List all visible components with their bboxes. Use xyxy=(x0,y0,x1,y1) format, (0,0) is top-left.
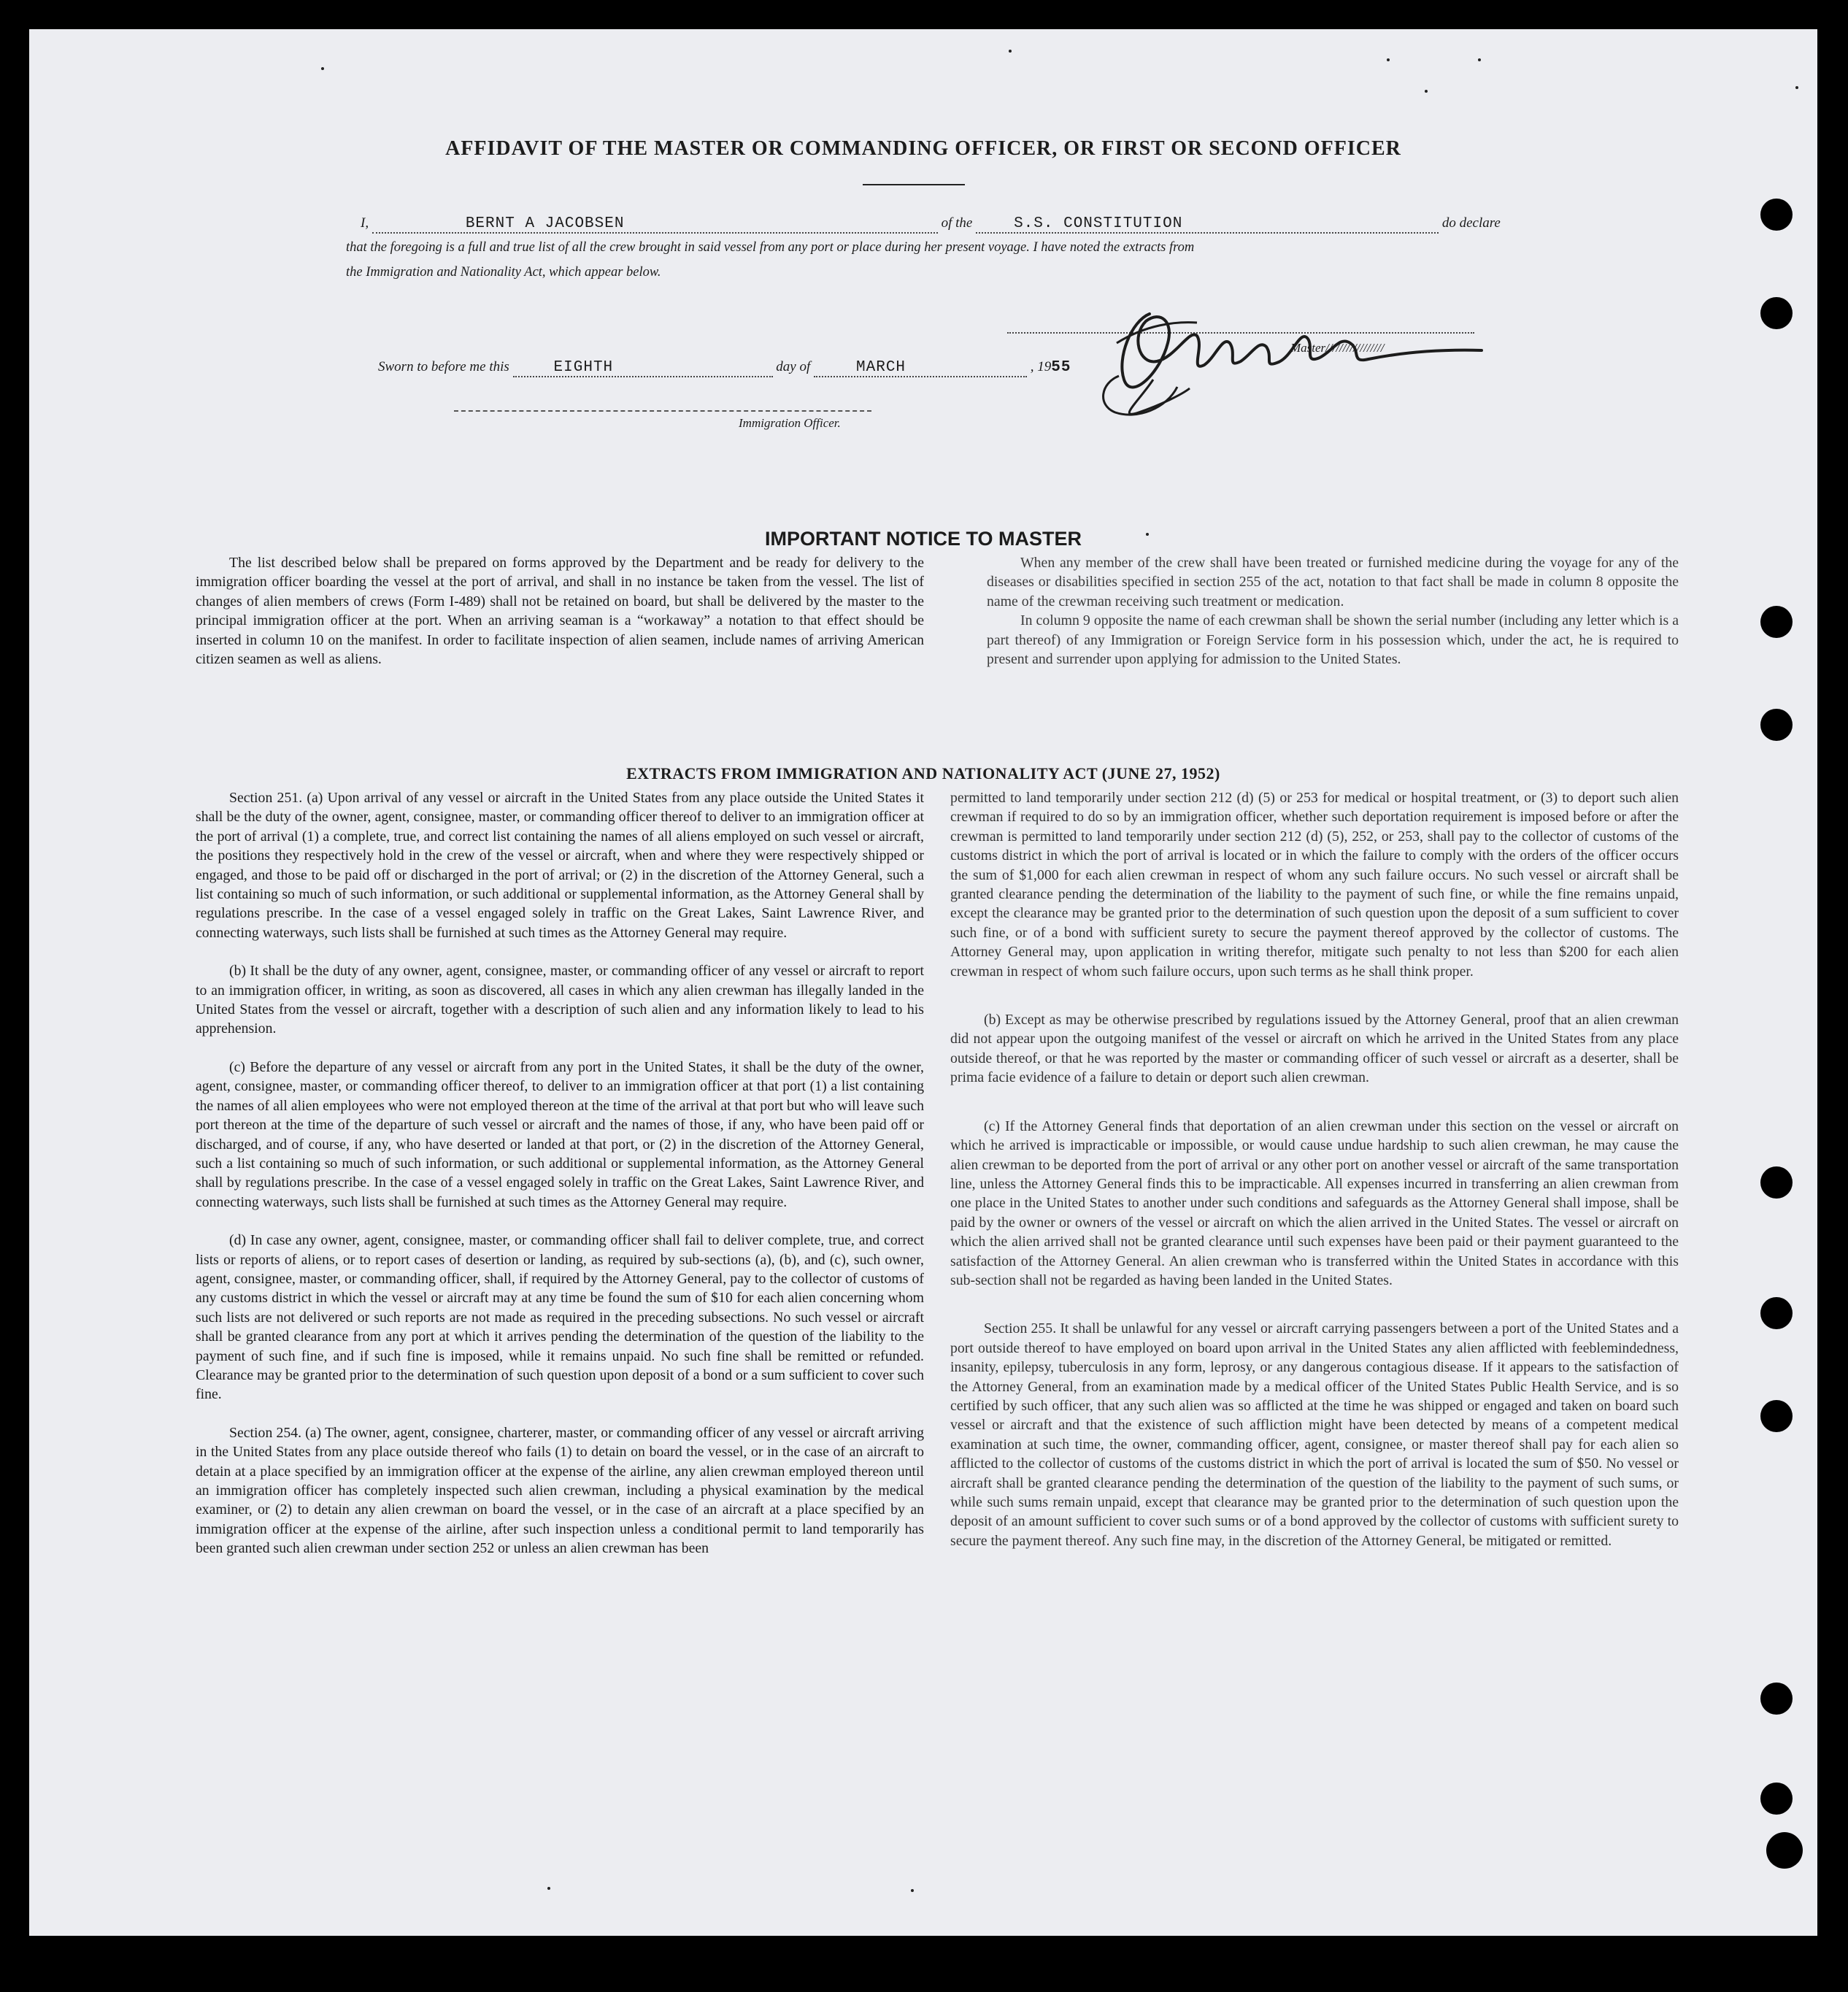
speck xyxy=(1009,50,1012,53)
section-254-c: (c) If the Attorney General finds that deportation of an alien crewman under this section on the vessel or aircraft on which he arrived is impracticable or impossible, or would cause undue hardship to such alien crewman, he may cause the alien crewman to be deported from the port of arrival or any other port on another vessel or aircraft of the same transportation line, unless the Attorney General finds this to be impracticable. All expenses incurred in transferring an alien crewman from one place in the United States to another under such conditions and safeguards as the Attorney General shall impose, shall be paid by the owner or owners of the vessel or aircraft on which the alien arrived in the United States. The vessel or aircraft on which the alien arrived shall not be granted clearance until such expenses have been paid or their payment guaranteed to the satisfaction of the Attorney General. An alien crewman who is transferred within the United States in accordance with this sub-section shall not be regarded as having been landed in the United States. xyxy=(950,1118,1679,1288)
of-the-label: of the xyxy=(941,215,973,231)
declaration-line-2: the Immigration and Nationality Act, which appear below. xyxy=(346,265,661,280)
speck xyxy=(1146,533,1149,536)
year-value: 55 xyxy=(1051,359,1071,376)
declarant-line xyxy=(361,215,1501,234)
name-value: BERNT A JACOBSEN xyxy=(465,215,625,232)
notice-right-paragraph-1: When any member of the crew shall have been treated or furnished medicine during the voyage for any of the diseases or disabilities specified in section 255 of the act, notation to that fact shall be made in column 8 opposite the name of the crewman receiving such treatment or medication. xyxy=(987,555,1679,609)
notice-right-paragraph-2: In column 9 opposite the name of each crewman shall be shown the serial number (including any letter which is a part thereof) of any Immigration or Foreign Service form in his possession which, under the act, he is required to present and surrender upon applying for admission to the United States. xyxy=(987,612,1679,668)
punch-hole xyxy=(1760,1400,1793,1432)
extracts-left-column xyxy=(196,788,924,1558)
punch-hole xyxy=(1760,297,1793,329)
officer-signature-line xyxy=(454,410,871,412)
sworn-line xyxy=(378,359,1071,377)
month-field xyxy=(814,359,1027,377)
speck xyxy=(1795,86,1798,89)
section-251-a: Section 251. (a) Upon arrival of any vessel or aircraft in the United States from any place outside the United States it shall be the duty of the owner, agent, consignee, master, or commanding officer thereof to deliver to an immigration officer at the port of arrival (1) a complete, true, and correct list containing the names of all aliens employed on such vessel or aircraft, the positions they respectively hold in the crew of the vessel or aircraft, when and where they were respectively shipped or engaged, and those to be paid off or discharged in the port of arrival; or (2) in the discretion of the Attorney General, such a list containing so much of such information, or such additional or supplemental information, as the Attorney General shall by regulations prescribe. In the case of a vessel engaged solely in traffic on the Great Lakes, Saint Lawrence River, and connecting waterways, such lists shall be furnished at such times as the Attorney General may require. xyxy=(196,790,924,941)
i-label: I, xyxy=(361,215,369,231)
month-value: MARCH xyxy=(856,359,906,376)
year-prefix: , 19 xyxy=(1030,359,1052,374)
master-caption: Master///////////////// xyxy=(1290,341,1385,355)
punch-hole xyxy=(1760,1783,1793,1815)
speck xyxy=(1478,58,1481,61)
section-251-c: (c) Before the departure of any vessel or aircraft from any port in the United States, it shall be the duty of the owner, agent, consignee, master, or commanding officer thereof, to deliver to an immigration officer at that port (1) a list containing the names of all alien employees who were not employed thereon at the time of the arrival at that port but who will leave such port thereon at the time of the departure of such vessel or aircraft and the names of those, if any, who have been paid off or discharged, and of course, if any, who have deserted or landed at that port, or (2) in the discretion of the Attorney General, such a list containing so much of such information, or such additional or supplemental information, as the Attorney General shall by regulations prescribe. In the case of a vessel engaged solely in traffic on the Great Lakes, Saint Lawrence River, and connecting waterways, such lists shall be furnished at such times as the Attorney General may require. xyxy=(196,1058,924,1210)
punch-hole xyxy=(1760,1297,1793,1329)
speck xyxy=(1387,58,1390,61)
day-of-label: day of xyxy=(776,359,811,374)
section-251-b: (b) It shall be the duty of any owner, agent, consignee, master, or commanding officer of any vessel or aircraft to report to an immigration officer, in writing, as soon as discovered, all cases in which any alien crewman has illegally landed in the United States from the vessel or aircraft, together with a description of such alien and any information likely to lead to his apprehension. xyxy=(196,963,924,1037)
do-declare-label: do declare xyxy=(1441,215,1501,231)
section-255: Section 255. It shall be unlawful for any vessel or aircraft carrying passengers between a port of the United States and a port outside thereof to have employed on board upon arrival in the United States any alien afflicted with feeblemindedness, insanity, epilepsy, tuberculosis in any form, leprosy, or any dangerous contagious disease. If it appears to the satisfaction of the Attorney General, from an examination made by a medical officer of the United States Public Health Service, and is so certified by such officer, that any such alien was so afflicted at the time he was shipped or engaged and taken on board such vessel or aircraft and that the existence of such affliction might have been detected by means of a competent medical examination at such time, the owner, commanding officer, agent, consignee, or master thereof shall pay for each alien so afflicted to the collector of customs of the customs district in which the port of arrival is located the sum of $50. No vessel or aircraft shall be granted clearance pending the determination of the question of the liability to the payment of such sums, or while such sums remain unpaid, except that clearance may be granted prior to the determination of such question upon the deposit of an amount sufficient to cover such sums or of a bond approved by the collector of customs with sufficient surety to secure the payment thereof. Any such fine may, in the discretion of the Attorney General, be mitigated or remitted. xyxy=(950,1320,1679,1549)
notice-left-paragraph: The list described below shall be prepared on forms approved by the Department and be ready for delivery to the immigration officer boarding the vessel at the port of arrival, and shall in no instance be taken from the vessel. The list of changes of alien members of crews (Form I-489) shall not be retained on board, but shall be delivered by the master to the principal immigration officer at the port. When an arriving seaman is a “workaway” a notation to that effect should be inserted in column 10 on the manifest. In order to facilitate inspection of alien seamen, include names of arriving American citizen seamen as well as aliens. xyxy=(196,555,924,668)
speck xyxy=(547,1887,550,1890)
notice-title: IMPORTANT NOTICE TO MASTER xyxy=(765,528,1082,550)
punch-hole xyxy=(1760,709,1793,741)
notice-right-column xyxy=(987,553,1679,669)
punch-hole xyxy=(1760,606,1793,638)
vessel-value: S.S. CONSTITUTION xyxy=(1014,215,1183,232)
vessel-field xyxy=(976,215,1439,234)
section-254-a-cont: permitted to land temporarily under section 212 (d) (5) or 253 for medical or hospital treatment, or (3) to deport such alien crewman if required to do so by an immigration officer, whether such deportation requirement is imposed before or after the crewman is permitted to land temporarily under section 212 (d) (5), 252, or 253, shall pay to the collector of customs of the customs district in which the port of arrival is located or in which the failure to comply with the orders of the officer occurs the sum of $1,000 for each alien crewman in respect of whom any such failure occurs. No such vessel or aircraft shall be granted clearance pending the determination of the liability to the payment of such fine, or while the fine remains unpaid, except the clearance may be granted prior to the determination of such question upon the deposit of a sum sufficient to cover such fine, or of a bond with sufficient surety to secure the payment thereof approved by the collector of customs. The Attorney General may, upon application in writing therefor, mitigate such penalty to not less than $200 for each alien crewman in respect of whom such failure occurs, upon such terms as he shall think proper. xyxy=(950,790,1679,980)
day-value: EIGHTH xyxy=(553,359,614,376)
notice-left-column xyxy=(196,553,924,669)
section-254-a: Section 254. (a) The owner, agent, consignee, charterer, master, or commanding officer of any vessel or aircraft arriving in the United States from any place outside thereof who fails (1) to detain on board the vessel, or in the case of an aircraft to detain at a place specified by an immigration officer at the expense of the airline, any alien crewman employed thereon until an immigration officer has completely inspected such alien crewman, including a physical examination by the medical examiner, or (2) to detain any alien crewman on board the vessel, or in the case of an aircraft at a place specified by an immigration officer at the expense of the airline, after such inspection unless a conditional permit to land temporarily has been granted such alien crewman under section 252 or unless an alien crewman has been xyxy=(196,1424,924,1557)
title-underline xyxy=(863,184,965,185)
name-field xyxy=(372,215,938,234)
day-field xyxy=(513,359,773,377)
punch-hole xyxy=(1766,1832,1803,1869)
punch-hole xyxy=(1760,1683,1793,1715)
document-page xyxy=(29,29,1817,1936)
extracts-right-column xyxy=(950,788,1679,1550)
section-254-b: (b) Except as may be otherwise prescribed by regulations issued by the Attorney General, proof that an alien crewman did not appear upon the outgoing manifest of the vessel or aircraft on which he arrived in the United States from any place outside thereof, or that he was reported by the master or commanding officer of such vessel or aircraft as a deserter, shall be prima facie evidence of a failure to detain or deport such alien crewman. xyxy=(950,1012,1679,1086)
affidavit-title: AFFIDAVIT OF THE MASTER OR COMMANDING OFFICER, OR FIRST OR SECOND OFFICER xyxy=(445,137,1401,160)
punch-hole xyxy=(1760,1166,1793,1199)
signature-flourish xyxy=(1097,372,1185,423)
punch-hole xyxy=(1760,199,1793,231)
speck xyxy=(1425,90,1428,93)
section-251-d: (d) In case any owner, agent, consignee, master, or commanding officer shall fail to deliver complete, true, and correct lists or reports of aliens, or to report cases of desertion or landing, as required by sub-sections (a), (b), and (c), such owner, agent, consignee, master, or commanding officer, shall, if required by the Attorney General, pay to the collector of customs of any customs district in which the vessel or aircraft may at any time be found the sum of $10 for each alien concerning whom such lists are not delivered or such reports are not made as required in the preceding subsections. No such vessel or aircraft shall be granted clearance from any port at which it arrives pending the determination of the question of the liability to the payment of such fine, and if such fine is imposed, while it remains unpaid. No such fine shall be remitted or refunded. Clearance may be granted prior to the determination of such question upon deposit of a bond or a sum sufficient to cover such fine. xyxy=(196,1232,924,1403)
sworn-label: Sworn to before me this xyxy=(378,359,509,374)
declaration-line-1: that the foregoing is a full and true list of all the crew brought in said vessel from any port or place during her present voyage. I have noted the extracts from xyxy=(346,240,1195,255)
extracts-title: EXTRACTS FROM IMMIGRATION AND NATIONALITY ACT (JUNE 27, 1952) xyxy=(626,764,1220,782)
speck xyxy=(321,67,324,70)
officer-caption: Immigration Officer. xyxy=(739,416,841,430)
speck xyxy=(911,1889,914,1892)
